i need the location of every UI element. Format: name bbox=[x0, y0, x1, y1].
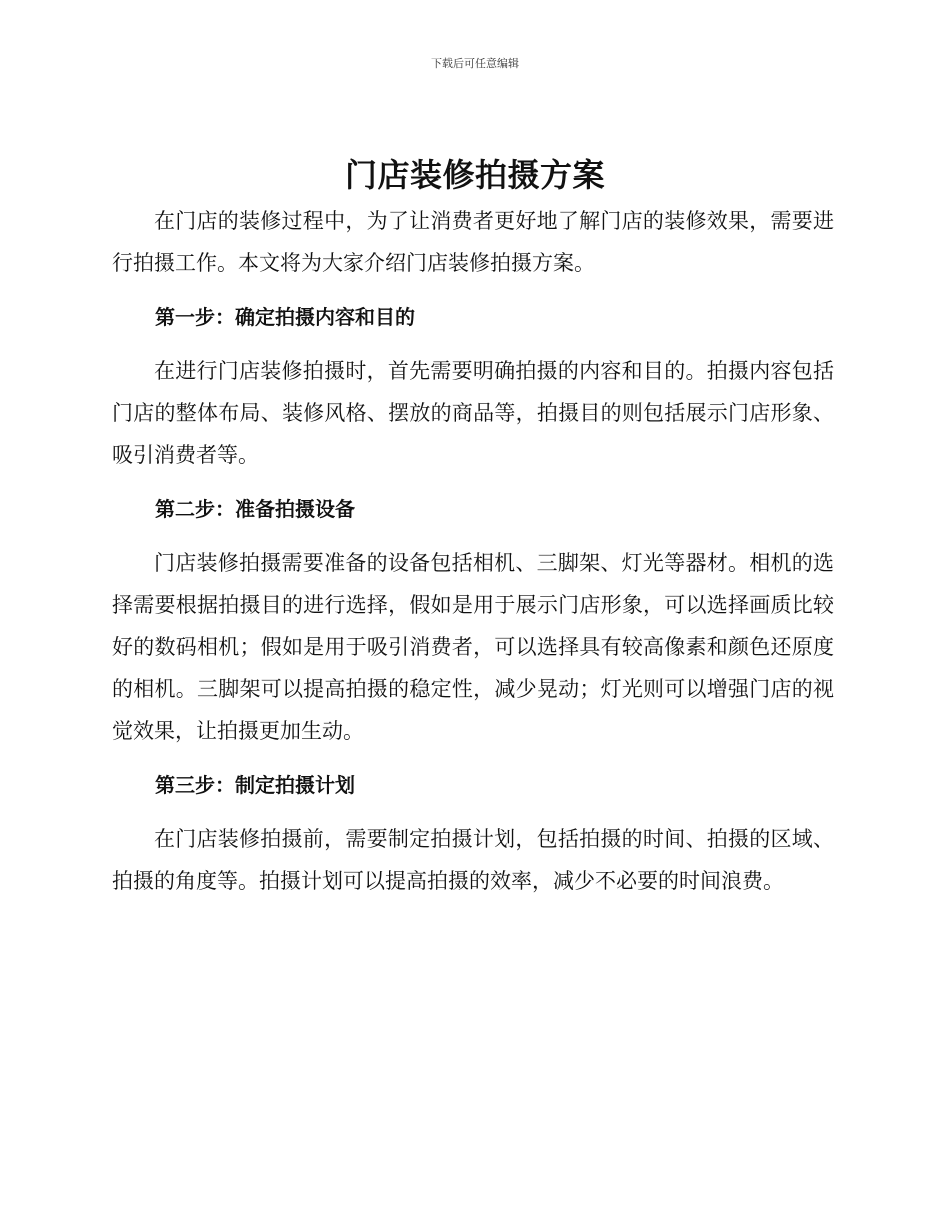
section-1-body: 在进行门店装修拍摄时，首先需要明确拍摄的内容和目的。拍摄内容包括门店的整体布局、装修风格、摆放的商品等，拍摄目的则包括展示门店形象、吸引消费者等。 bbox=[112, 359, 834, 467]
intro-paragraph: 在门店的装修过程中，为了让消费者更好地了解门店的装修效果，需要进行拍摄工作。本文将为大家介绍门店装修拍摄方案。 bbox=[112, 209, 834, 275]
document-body bbox=[112, 200, 834, 902]
document-title: 门店装修拍摄方案 bbox=[344, 156, 605, 194]
section-2-body: 门店装修拍摄需要准备的设备包括相机、三脚架、灯光等器材。相机的选择需要根据拍摄目的进行选择，假如是用于展示门店形象，可以选择画质比较好的数码相机；假如是用于吸引消费者，可以选择具有较高像素和颜色还原度的相机。三脚架可以提高拍摄的稳定性，减少晃动；灯光则可以增强门店的视觉效果，让拍摄更加生动。 bbox=[112, 551, 834, 743]
section-1-heading: 第一步：确定拍摄内容和目的 bbox=[155, 305, 415, 329]
section-3-body: 在门店装修拍摄前，需要制定拍摄计划，包括拍摄的时间、拍摄的区域、拍摄的角度等。拍摄计划可以提高拍摄的效率，减少不必要的时间浪费。 bbox=[112, 827, 834, 893]
section-3-heading: 第三步：制定拍摄计划 bbox=[155, 773, 355, 797]
section-2-heading: 第二步：准备拍摄设备 bbox=[155, 497, 355, 521]
header-note: 下载后可任意编辑 bbox=[431, 57, 519, 70]
